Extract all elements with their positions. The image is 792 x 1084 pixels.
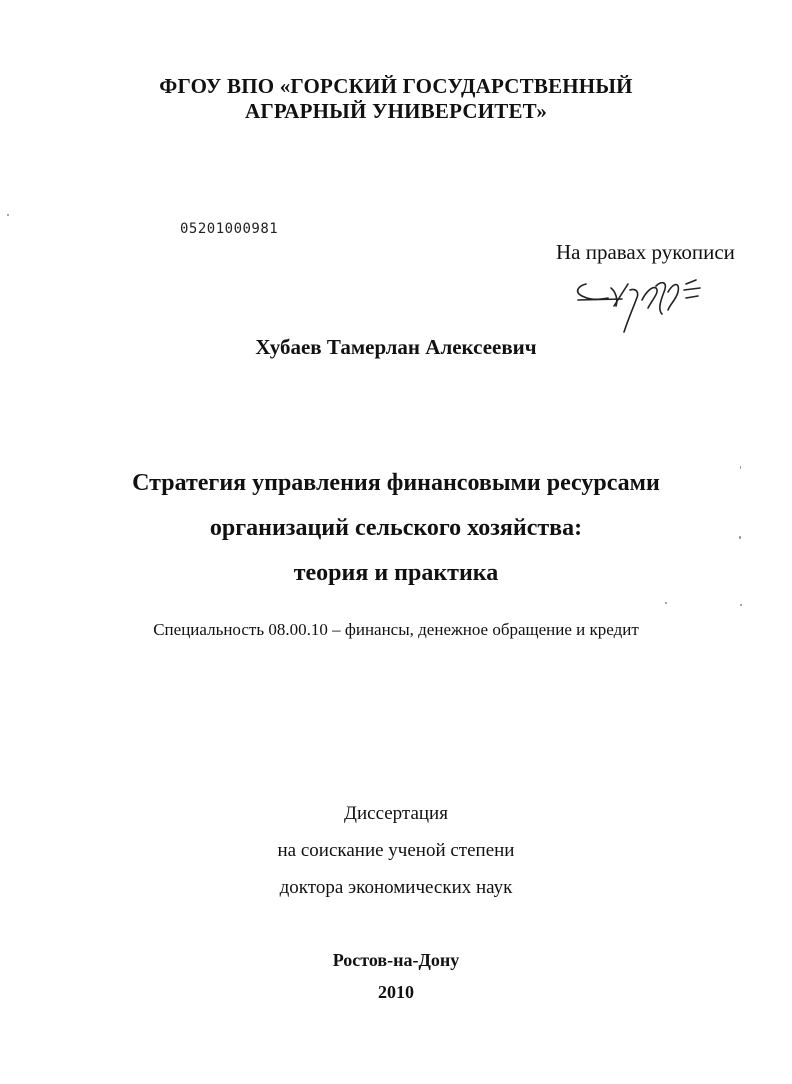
city: Ростов-на-Дону	[332, 950, 460, 970]
degree-line-2: на соискание ученой степени	[277, 840, 515, 861]
rights-note: На правах рукописи	[556, 240, 735, 264]
specialty-line: Специальность 08.00.10 – финансы, денежное обращение и кредит	[153, 620, 639, 639]
scan-speck	[740, 466, 741, 469]
dissertation-title	[0, 461, 792, 596]
organization-header	[0, 74, 792, 124]
title-line-3: теория и практика	[293, 560, 499, 586]
signature-icon	[556, 270, 706, 340]
degree-line-1: Диссертация	[344, 803, 448, 824]
degree-line-3: доктора экономических наук	[279, 877, 513, 898]
scan-speck	[740, 604, 742, 606]
organization-line-1: ФГОУ ВПО «ГОРСКИЙ ГОСУДАРСТВЕННЫЙ	[159, 74, 633, 98]
degree-statement	[0, 795, 792, 906]
title-line-1: Стратегия управления финансовыми ресурсами	[132, 470, 660, 496]
author-name: Хубаев Тамерлан Алексеевич	[255, 335, 537, 359]
year: 2010	[378, 982, 414, 1002]
title-line-2: организаций сельского хозяйства:	[209, 515, 583, 541]
scan-speck	[7, 214, 9, 216]
scan-speck	[665, 602, 667, 604]
organization-line-2: АГРАРНЫЙ УНИВЕРСИТЕТ»	[244, 99, 548, 123]
scan-speck	[739, 536, 741, 539]
stamp-code: 05201000981	[180, 221, 279, 237]
